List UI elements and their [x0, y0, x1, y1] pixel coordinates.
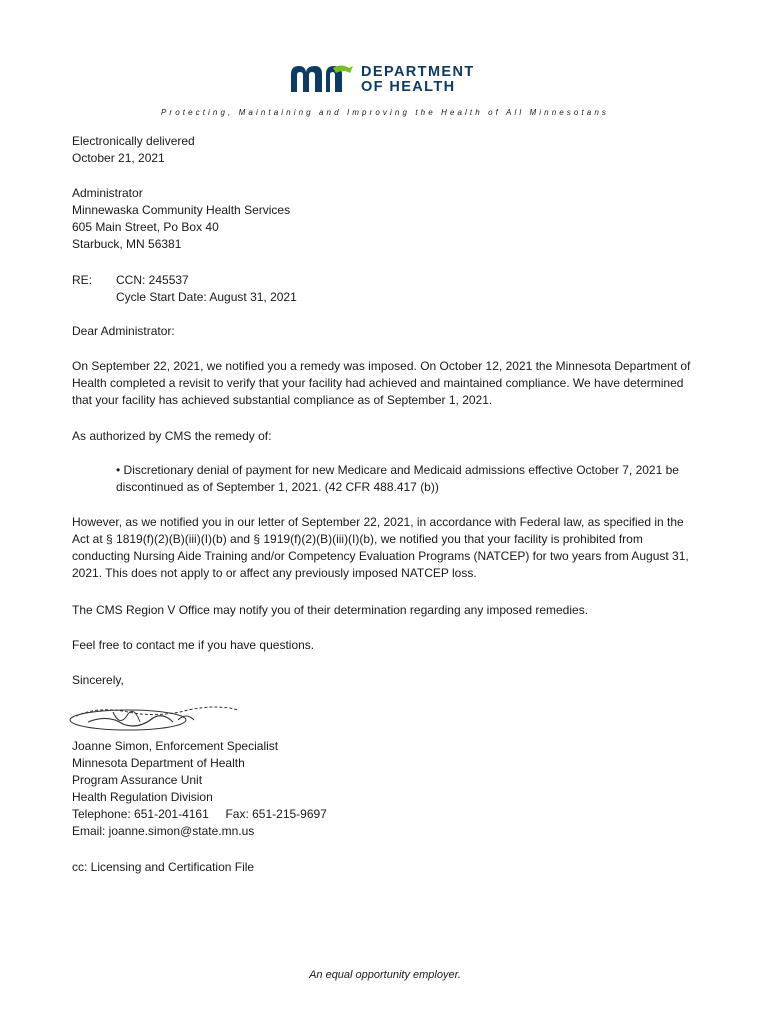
cycle-start-date: Cycle Start Date: August 31, 2021 [116, 290, 297, 304]
cc-line: cc: Licensing and Certification File [72, 860, 255, 874]
recipient-city: Starbuck, MN 56381 [72, 237, 182, 251]
signer-name: Joanne Simon, Enforcement Specialist [72, 739, 279, 753]
remedy-bullet: • Discretionary denial of payment for new Medicare and Medicaid admissions effective October 7, 2021 be discontinued as of September 1, 2021. (42 CFR 488.417 (b)) [116, 463, 679, 494]
dept-line-2: OF HEALTH [361, 79, 456, 95]
mdh-logo [289, 64, 489, 96]
paragraph-cms-region: The CMS Region V Office may notify you of their determination regarding any imposed remedies. [72, 603, 589, 617]
signer-block [72, 738, 327, 840]
signer-unit: Program Assurance Unit [72, 773, 203, 787]
paragraph-contact: Feel free to contact me if you have questions. [72, 638, 315, 652]
recipient-org: Minnewaska Community Health Services [72, 203, 291, 217]
ccn: CCN: 245537 [116, 273, 189, 287]
tagline: Protecting, Maintaining and Improving the Health of All Minnesotans [161, 108, 609, 117]
paragraph-natcep: However, as we notified you in our letter of September 22, 2021, in accordance with Federal law, as specified in the Act at § 1819(f)(2)(B)(iii)(I)(b) and § 1919(f)(2)(B)(iii)(I)(b), we notified you that your facility is prohibited from conducting Nursing Aide Training and/or Competency Evaluation Programs (NATCEP) for two years from August 31, 2021. This does not apply to or affect any previously imposed NATCEP loss. [72, 515, 689, 580]
salutation: Dear Administrator: [72, 324, 175, 338]
signer-phone: Telephone: 651-201-4161 Fax: 651-215-9697 [72, 807, 327, 821]
department-name [361, 65, 475, 95]
recipient-address [72, 185, 290, 253]
dept-line-1: DEPARTMENT [361, 64, 475, 80]
signer-org: Minnesota Department of Health [72, 756, 245, 770]
closing: Sincerely, [72, 673, 124, 687]
letter-date: October 21, 2021 [72, 151, 165, 165]
signer-division: Health Regulation Division [72, 790, 213, 804]
delivery-block [72, 133, 195, 167]
re-block [116, 272, 297, 306]
paragraph-remedy-status: On September 22, 2021, we notified you a remedy was imposed. On October 12, 2021 the Minnesota Department of Health completed a revisit to verify that your facility had achieved and maintained compliance. We have determined that your facility has achieved substantial compliance as of September 1, 2021. [72, 359, 691, 407]
signer-email: Email: joanne.simon@state.mn.us [72, 824, 255, 838]
delivery-method: Electronically delivered [72, 134, 195, 148]
paragraph-authorized: As authorized by CMS the remedy of: [72, 429, 272, 443]
re-label: RE: [72, 273, 93, 287]
mn-logo-mark-icon [289, 64, 355, 94]
footer-note: An equal opportunity employer. [309, 969, 461, 981]
handwritten-signature [68, 702, 243, 736]
recipient-street: 605 Main Street, Po Box 40 [72, 220, 219, 234]
recipient-title: Administrator [72, 186, 143, 200]
